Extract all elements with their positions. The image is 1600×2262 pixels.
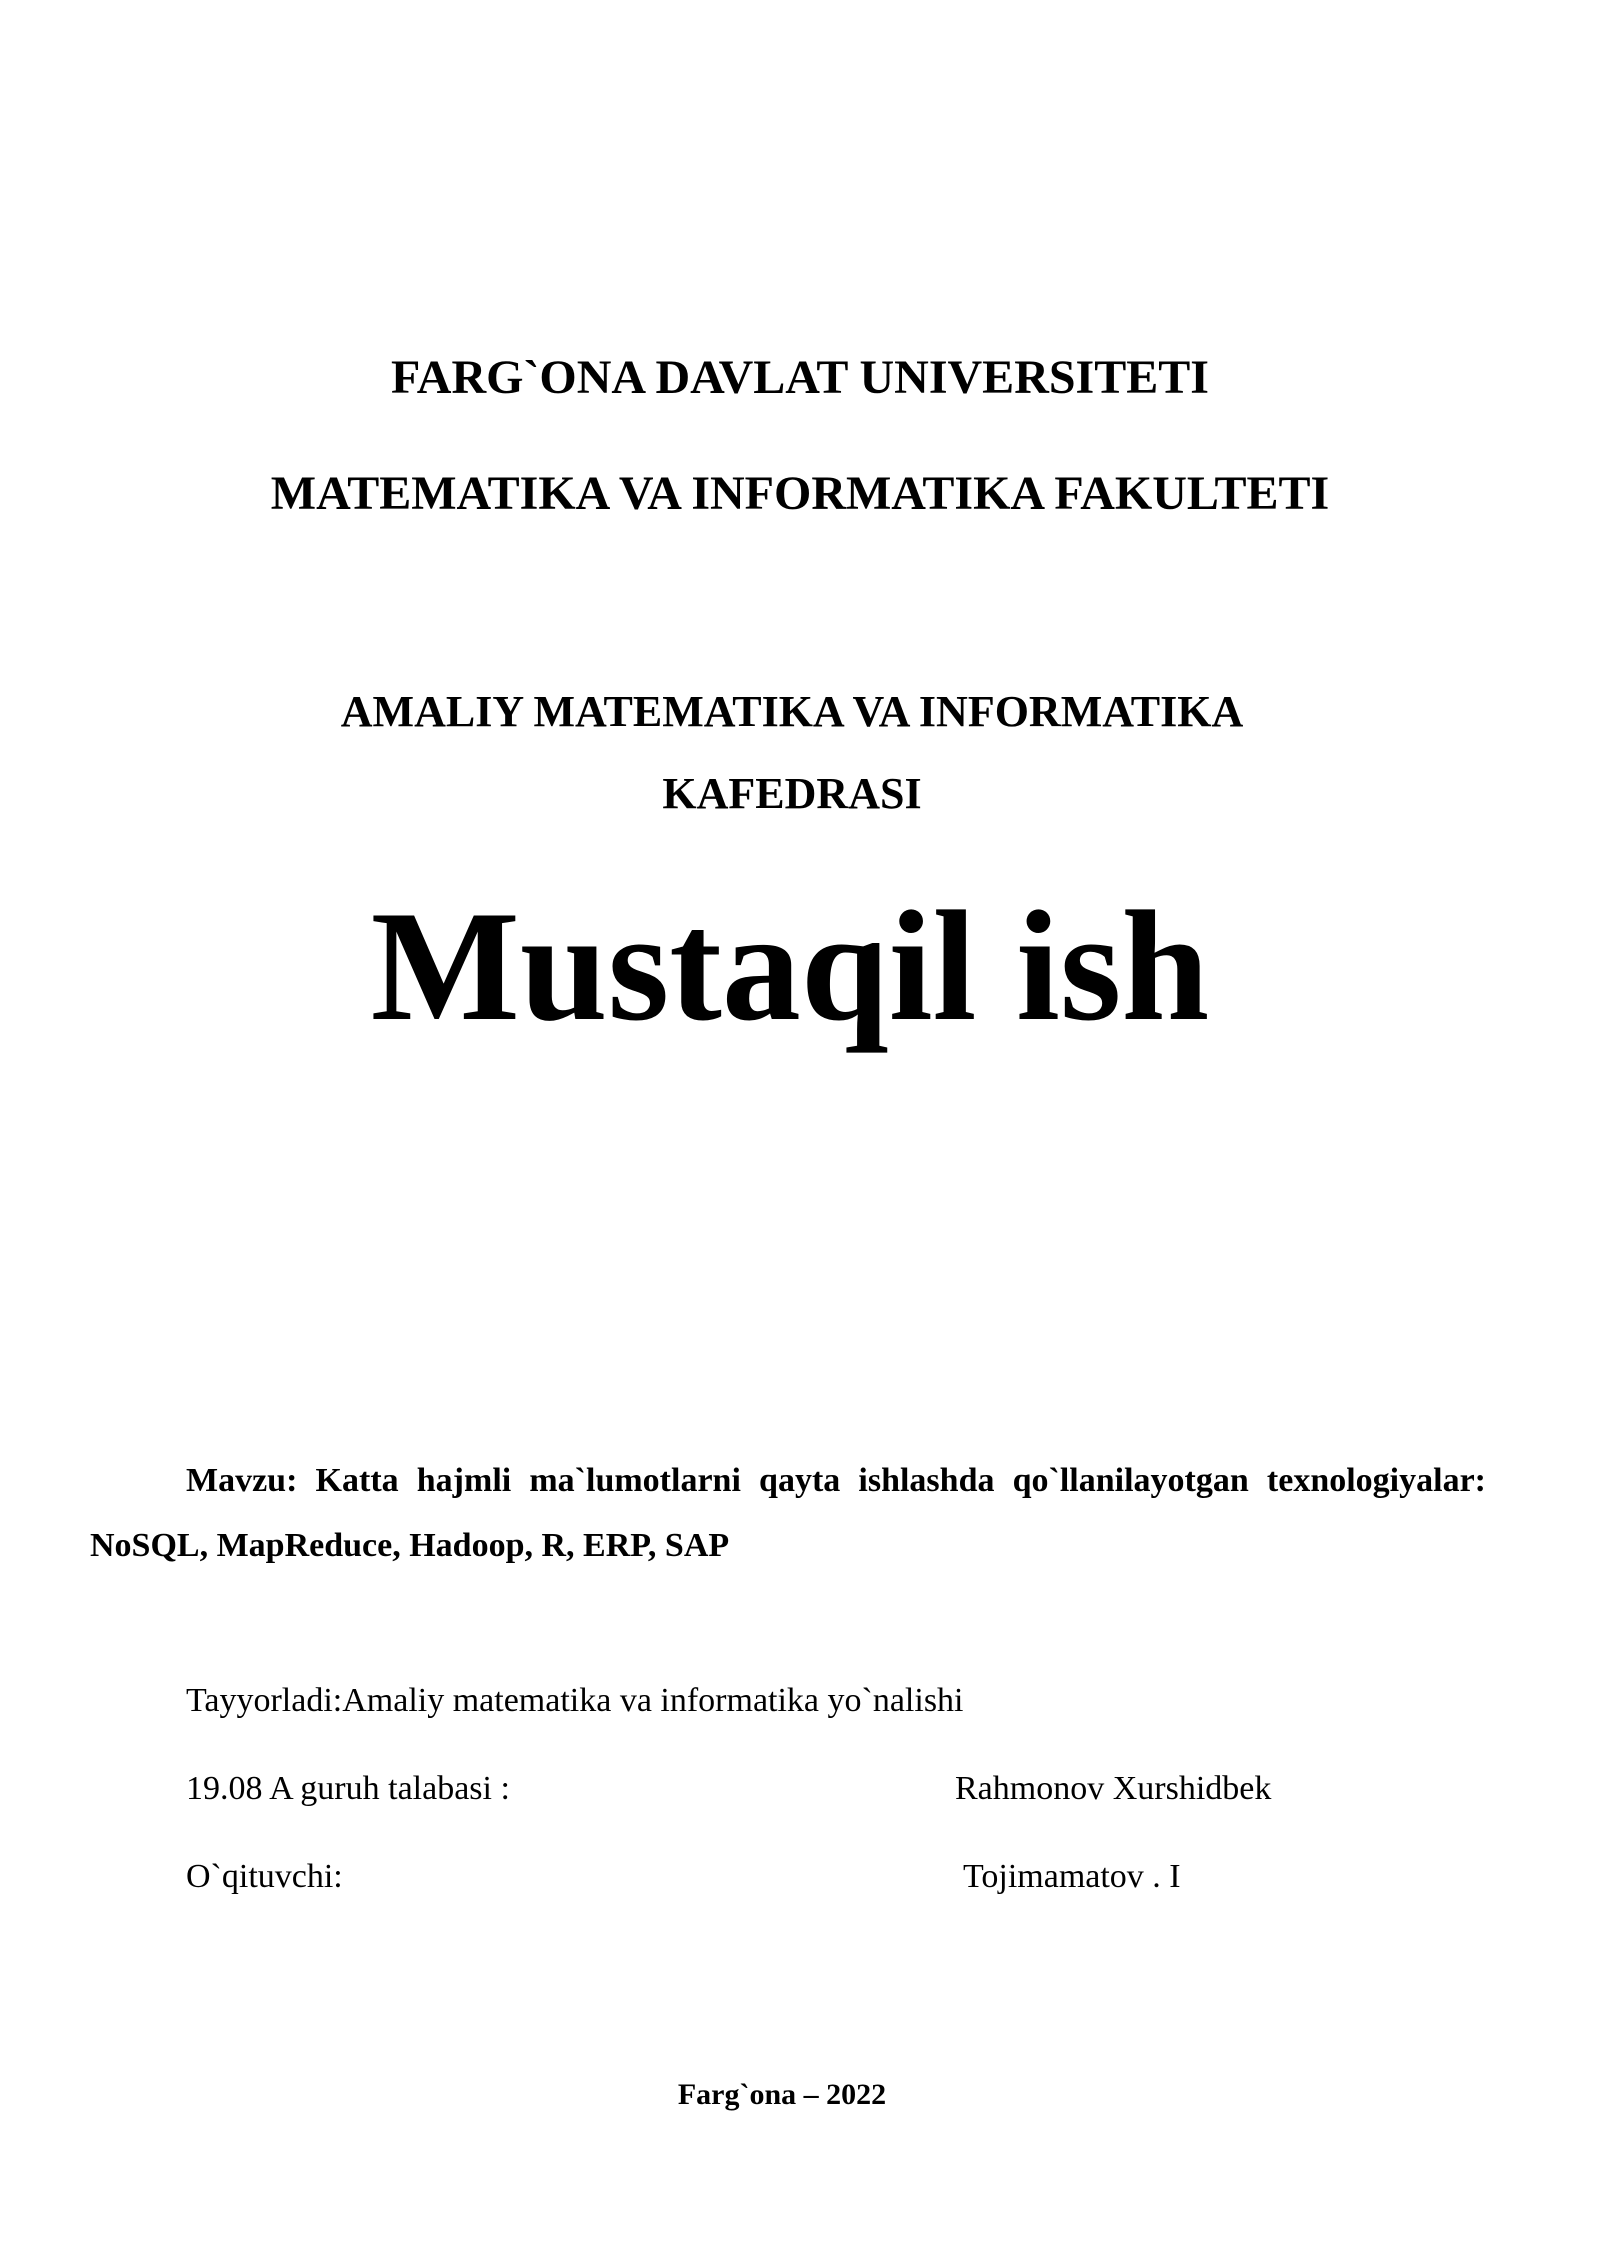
student-name: Rahmonov Xurshidbek xyxy=(955,1770,1272,1807)
teacher-name: Tojimamatov . I xyxy=(963,1858,1181,1895)
teacher-label: O`qituvchi: xyxy=(186,1858,343,1895)
group-label: 19.08 A guruh talabasi : xyxy=(186,1770,510,1807)
department-name-line1: AMALIY MATEMATIKA VA INFORMATIKA xyxy=(340,687,1244,736)
department-name-line2: KAFEDRASI xyxy=(662,769,922,818)
faculty-name: MATEMATIKA VA INFORMATIKA FAKULTETI xyxy=(270,467,1330,520)
topic-paragraph: Mavzu: Katta hajmli ma`lumotlarni qayta ishlashda qo`llanilayotgan texnologiyalar: NoSQL, MapReduce, Hadoop, R, ERP, SAP xyxy=(90,1462,1486,1564)
footer-place-year: Farg`ona – 2022 xyxy=(677,2078,887,2111)
university-name: FARG`ONA DAVLAT UNIVERSITETI xyxy=(391,351,1209,404)
prepared-by-line: Tayyorladi:Amaliy matematika va informatika yo`nalishi xyxy=(186,1682,964,1719)
document-title: Mustaqil ish xyxy=(370,879,1210,1054)
